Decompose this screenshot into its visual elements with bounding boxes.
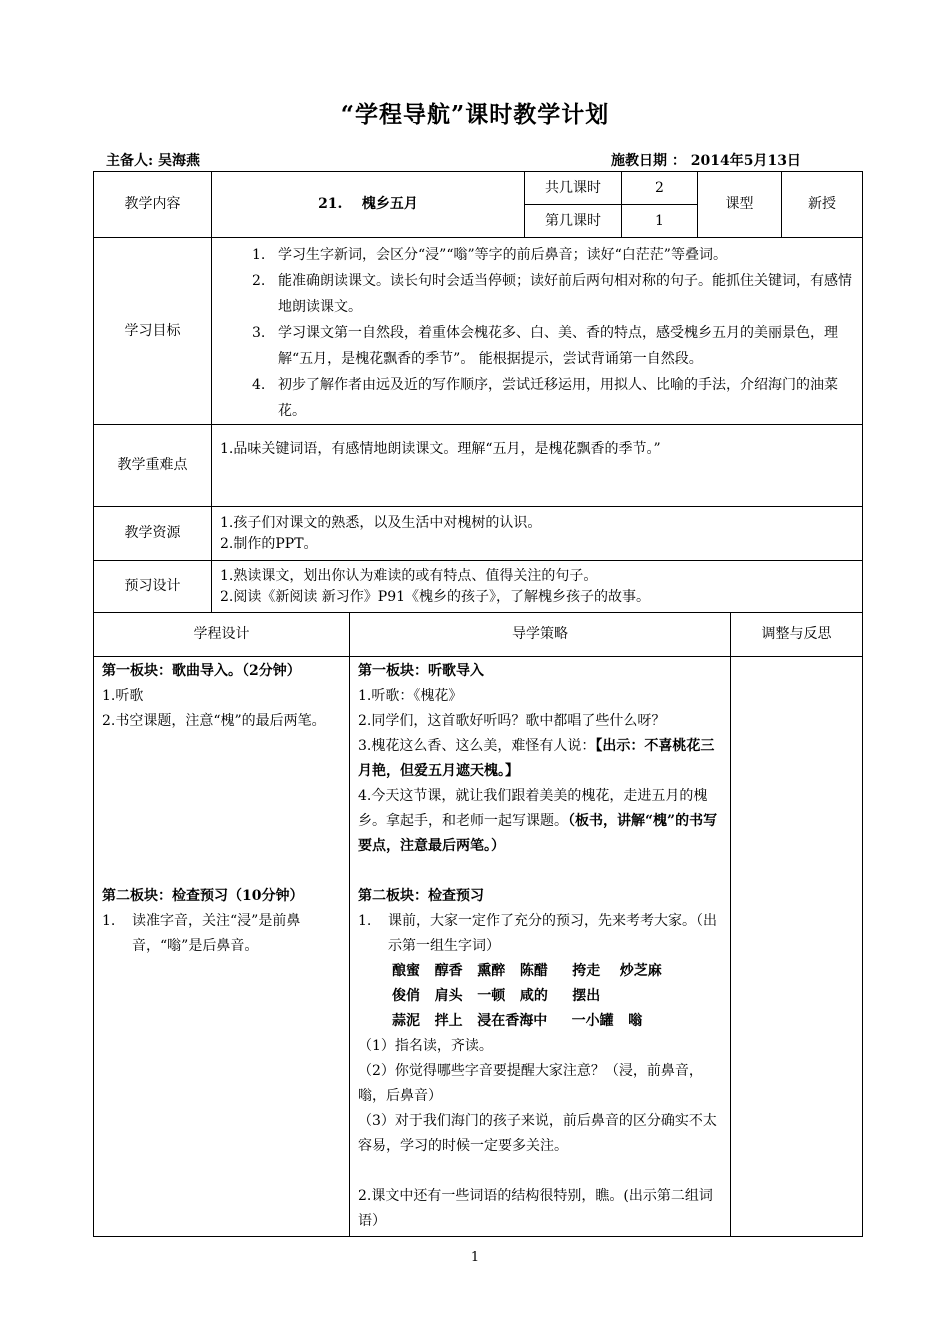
design-line: 1.听歌 (102, 688, 144, 704)
type-value: 新授 (782, 172, 863, 238)
resources-cell (212, 507, 863, 561)
design-line: 1. 读准字音，关注“浸”是前鼻音，“嗡”是后鼻音。 (102, 913, 301, 954)
reflection-header: 调整与反思 (731, 613, 863, 657)
resource-line: 2.制作的PPT。 (220, 535, 318, 552)
goal-item: 3. 学习课文第一自然段，着重体会槐花多、白、美、香的特点，感受槐乡五月的美丽景色，理解“五月，是槐花飘香的季节”。 能根据提示，尝试背诵第一自然段。 (252, 325, 838, 367)
resources-label: 教学资源 (94, 507, 212, 561)
page-number: 1 (470, 1250, 480, 1265)
page-title: “学程导航”课时教学计划 (340, 101, 610, 128)
preview-line: 1.熟读课文，划出你认为难读的或有特点、值得关注的句子。 (220, 567, 598, 584)
total-value: 2 (622, 172, 698, 205)
process-table (93, 612, 863, 1237)
type-label: 课型 (698, 172, 782, 238)
goal-item: 1. 学习生字新词，会区分“浸”“嗡”等字的前后鼻音；读好“白茫茫”等叠词。 (252, 247, 727, 263)
content-label: 教学内容 (94, 172, 212, 238)
strategy-header: 导学策略 (350, 613, 731, 657)
strategy-line: 3.槐花这么香、这么美，难怪有人说：【出示：不喜桃花三月艳，但爱五月遮天槐。】 (358, 738, 715, 779)
strategy-line: 2.课文中还有一些词语的结构很特别，瞧。(出示第二组词语） (358, 1188, 713, 1229)
strategy-line: （1）指名读，齐读。 (358, 1038, 493, 1054)
strategy-line: 2.同学们，这首歌好听吗？歌中都唱了些什么呀？ (358, 713, 666, 729)
design-block1-title: 第一板块：歌曲导入。（2分钟） (102, 663, 301, 679)
total-label: 共几课时 (525, 172, 622, 205)
word-row: 酿蜜 醇香 熏醉 陈醋 挎走 炒芝麻 (392, 963, 662, 979)
preview-line: 2.阅读《新阅读 新习作》P91《槐乡的孩子》，了解槐乡孩子的故事。 (220, 588, 651, 605)
design-line: 2.书空课题，注意“槐”的最后两笔。 (102, 713, 326, 729)
nth-value: 1 (622, 205, 698, 238)
strategy-line: （2）你觉得哪些字音要提醒大家注意？（浸，前鼻音，嗡，后鼻音） (358, 1063, 703, 1104)
key-points-label: 教学重难点 (94, 425, 212, 507)
goals-label: 学习目标 (94, 238, 212, 425)
reflection-column (731, 657, 863, 1237)
nth-label: 第几课时 (525, 205, 622, 238)
preparer: 主备人: 吴海燕 (106, 153, 201, 169)
word-row: 蒜泥 拌上 浸在香海中 一小罐 嗡 (392, 1013, 643, 1029)
design-column (94, 657, 350, 1237)
resource-line: 1.孩子们对课文的熟悉，以及生活中对槐树的认识。 (220, 514, 542, 531)
design-header: 学程设计 (94, 613, 350, 657)
goal-item: 4. 初步了解作者由远及近的写作顺序，尝试迁移运用，用拟人、比喻的手法，介绍海门的油菜花。 (252, 377, 838, 419)
goals-list (212, 242, 862, 424)
content-value: 21. 槐乡五月 (212, 172, 525, 238)
strategy-line: （3）对于我们海门的孩子来说，前后鼻音的区分确实不太容易，学习的时候一定要多关注。 (358, 1113, 717, 1154)
word-row: 俊俏 肩头 一顿 咸的 摆出 (392, 988, 601, 1004)
teaching-date: 施教日期 ： 2014年5月13日 (611, 153, 801, 169)
strategy-line: 1.听歌：《槐花》 (358, 688, 463, 704)
preview-cell (212, 561, 863, 613)
strategy-block2-title: 第二板块：检查预习 (358, 888, 484, 904)
preview-label: 预习设计 (94, 561, 212, 613)
goal-item: 2. 能准确朗读课文。读长句时会适当停顿；读好前后两句相对称的句子。能抓住关键词，有感情地朗读课文。 (252, 273, 852, 315)
strategy-line: 4.今天这节课，就让我们跟着美美的槐花，走进五月的槐乡。拿起手，和老师一起写课题。（板书，讲解“槐”的书写要点，注意最后两笔。） (358, 788, 718, 854)
strategy-column (350, 657, 731, 1237)
goals-cell (212, 238, 863, 425)
key-points-text: 1.品味关键词语，有感情地朗读课文。理解“五月，是槐花飘香的季节。” (212, 425, 863, 507)
strategy-block1-title: 第一板块：听歌导入 (358, 663, 484, 679)
lesson-info-table (93, 171, 863, 613)
design-block2-title: 第二板块：检查预习（10分钟） (102, 888, 304, 904)
strategy-line: 1. 课前，大家一定作了充分的预习，先来考考大家。（出示第一组生字词） (358, 913, 717, 954)
